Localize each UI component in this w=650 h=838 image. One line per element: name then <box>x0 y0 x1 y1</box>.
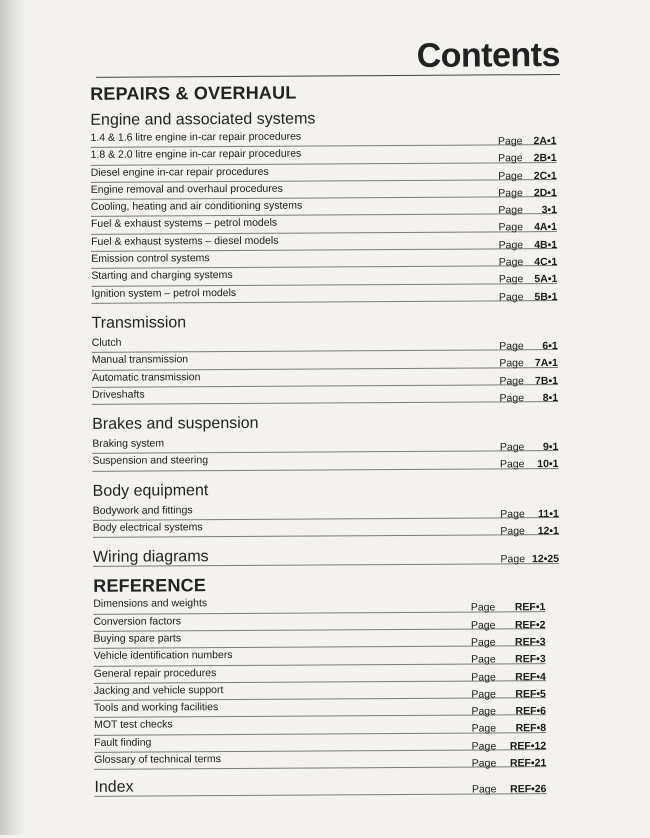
entry-label: Fuel & exhaust systems – petrol models <box>90 217 278 231</box>
entry-label: Body electrical systems <box>92 521 203 534</box>
page-title: Contents <box>416 36 561 75</box>
entry-label: Manual transmission <box>91 353 189 367</box>
page-word: Page <box>471 740 497 753</box>
brakes-entries <box>92 434 558 471</box>
page-word: Page <box>497 135 523 148</box>
group-title-body: Body equipment <box>92 481 209 500</box>
page-number: 9•1 <box>542 441 559 454</box>
body-entries <box>93 501 559 538</box>
page-number: REF•4 <box>515 670 546 683</box>
page-word: Page <box>498 256 524 269</box>
toc-entry[interactable] <box>93 518 559 538</box>
page-word: Page <box>500 525 525 538</box>
page-word: Page <box>498 169 523 182</box>
toc-entry[interactable] <box>94 750 546 770</box>
page-reference <box>500 524 559 539</box>
page-number: 7B•1 <box>534 374 558 387</box>
page-word: Page <box>499 392 525 405</box>
entry-label: Tools and working facilities <box>93 701 219 714</box>
page-reference <box>499 391 558 406</box>
page-number: REF•6 <box>515 705 547 718</box>
entry-label: Glossary of technical terms <box>94 753 221 766</box>
page-number: 11•1 <box>538 507 559 520</box>
page-word: Page <box>499 357 524 370</box>
toc-entry[interactable] <box>92 451 558 471</box>
page-word: Page <box>499 340 524 353</box>
page-number: 5B•1 <box>534 290 558 303</box>
page-number: REF•21 <box>509 757 547 770</box>
transmission-entries <box>92 333 558 405</box>
page-word: Page <box>471 653 496 666</box>
page-number: REF•3 <box>515 636 546 649</box>
entry-label: Jacking and vehicle support <box>93 683 224 697</box>
page-number: 10•1 <box>537 458 559 471</box>
entry-label: Buying spare parts <box>93 632 182 645</box>
page-number: 2B•1 <box>533 152 557 165</box>
group-title-brakes: Brakes and suspension <box>92 415 259 434</box>
group-title-wiring: Wiring diagrams <box>92 548 209 567</box>
toc-entry-wiring[interactable] <box>93 545 559 567</box>
page-reference <box>472 756 547 771</box>
group-title-index: Index <box>94 778 134 797</box>
page-reference <box>499 290 558 305</box>
group-title-engine: Engine and associated systems <box>90 110 316 129</box>
page-word: Page <box>500 553 526 566</box>
group-reference <box>93 572 560 770</box>
group-wiring <box>93 545 559 567</box>
page-number: 6•1 <box>542 339 558 353</box>
page-number: REF•3 <box>515 653 546 666</box>
page-number: 4A•1 <box>534 221 558 234</box>
page-reference <box>472 782 547 797</box>
entry-label: Suspension and steering <box>92 454 209 468</box>
page-word: Page <box>471 722 497 735</box>
toc-entry[interactable] <box>92 385 558 405</box>
entry-label: Conversion factors <box>93 614 182 628</box>
page-number: 2D•1 <box>533 186 557 200</box>
page-word: Page <box>498 290 524 304</box>
entry-label: Bodywork and fittings <box>92 504 193 517</box>
engine-entries <box>90 128 557 304</box>
toc-entry-index[interactable] <box>94 775 546 797</box>
group-engine <box>90 108 557 304</box>
page-word: Page <box>471 757 497 770</box>
page-word: Page <box>498 239 524 252</box>
page-number: REF•1 <box>514 601 546 614</box>
page-word: Page <box>499 374 524 387</box>
page-number: REF•5 <box>515 687 546 701</box>
entry-label: 1.4 & 1.6 litre engine in-car repair procedures <box>90 130 302 144</box>
page-number: 8•1 <box>542 391 559 404</box>
page-number: REF•2 <box>514 618 546 631</box>
page-word: Page <box>471 670 496 684</box>
page-word: Page <box>471 688 496 701</box>
page-reference <box>500 457 559 472</box>
page-number: 12•1 <box>537 525 559 538</box>
page-word: Page <box>499 458 525 471</box>
page-number: 2A•1 <box>533 135 557 148</box>
page-number: 7A•1 <box>534 357 558 370</box>
page-number: 4B•1 <box>534 238 558 251</box>
toc-entry[interactable] <box>91 284 557 304</box>
entry-label: Vehicle identification numbers <box>93 649 233 663</box>
entry-label: MOT test checks <box>94 718 173 732</box>
page-number: REF•8 <box>515 722 547 735</box>
page-number: 5A•1 <box>534 273 558 286</box>
page-word: Page <box>500 507 525 521</box>
page-word: Page <box>470 619 496 632</box>
group-body <box>93 479 559 538</box>
page-word: Page <box>498 221 524 234</box>
page-word: Page <box>498 204 523 217</box>
reference-entries <box>93 594 560 770</box>
page-number: REF•26 <box>510 783 547 796</box>
page-word: Page <box>470 601 496 614</box>
group-index <box>94 775 560 797</box>
page-word: Page <box>498 152 523 165</box>
contents-list <box>90 80 560 797</box>
entry-label: Automatic transmission <box>91 370 201 384</box>
entry-label: Fault finding <box>94 736 152 749</box>
page-number: 3•1 <box>541 204 557 217</box>
entry-label: Clutch <box>91 336 122 349</box>
entry-label: Dimensions and weights <box>93 597 208 611</box>
page-word: Page <box>498 187 523 200</box>
title-rule <box>96 74 560 78</box>
page-word: Page <box>498 273 524 286</box>
entry-label: Emission control systems <box>91 252 210 265</box>
page-word: Page <box>470 636 496 649</box>
entry-label: Braking system <box>92 437 165 451</box>
entry-label: Cooling, heating and air conditioning systems <box>90 199 303 214</box>
group-title-transmission: Transmission <box>91 314 187 332</box>
page-word: Page <box>471 705 497 718</box>
entry-label: General repair procedures <box>93 666 217 680</box>
entry-label: Diesel engine in-car repair procedures <box>90 165 269 179</box>
page-word: Page <box>499 441 525 454</box>
group-brakes <box>92 412 558 471</box>
page-number: 2C•1 <box>533 169 557 182</box>
entry-label: Ignition system – petrol models <box>91 286 237 300</box>
section-heading-repairs: REPAIRS & OVERHAUL <box>90 82 297 104</box>
page-number: 12•25 <box>531 553 560 566</box>
entry-label: Starting and charging systems <box>91 269 233 283</box>
page-reference <box>500 552 559 567</box>
entry-label: Fuel & exhaust systems – diesel models <box>91 234 279 248</box>
entry-label: Engine removal and overhaul procedures <box>90 182 283 196</box>
page-number: REF•12 <box>509 739 547 753</box>
section-heading-reference: REFERENCE <box>93 575 207 597</box>
group-transmission <box>92 311 559 405</box>
page-word: Page <box>471 783 497 796</box>
page-number: 4C•1 <box>534 256 558 269</box>
entry-label: Driveshafts <box>91 388 145 401</box>
entry-label: 1.8 & 2.0 litre engine in-car repair procedures <box>90 147 302 162</box>
